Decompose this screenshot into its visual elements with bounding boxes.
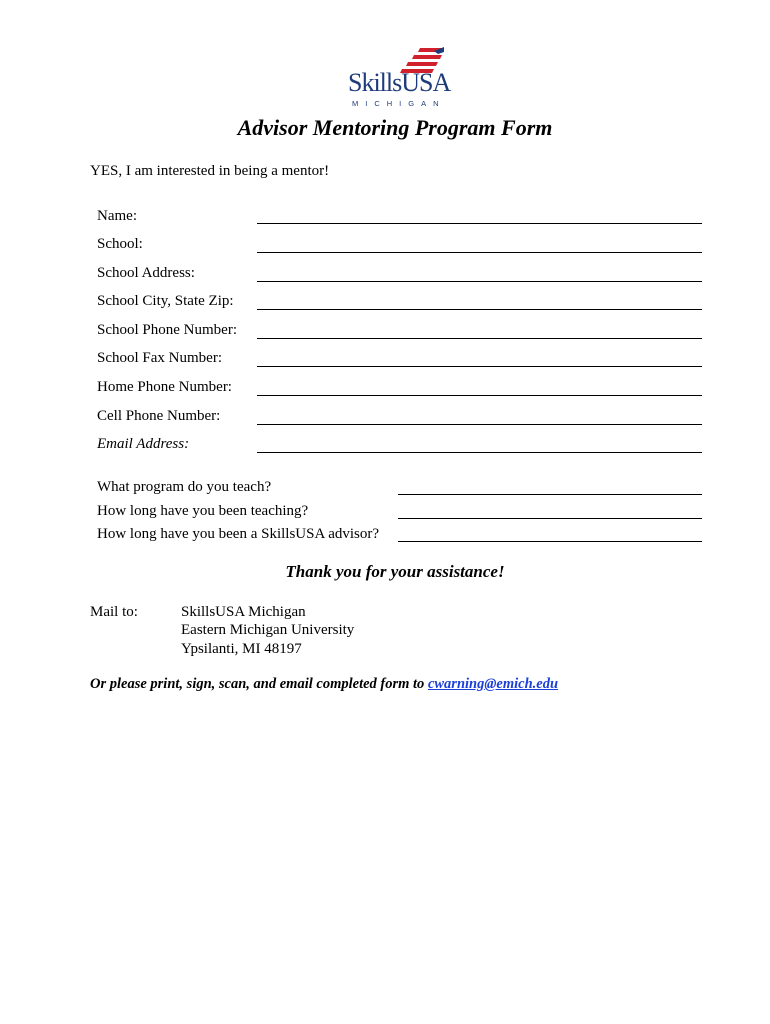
field-label-school: School:: [97, 236, 143, 252]
field-line-school-address[interactable]: [257, 281, 702, 282]
answer-line-program[interactable]: [398, 494, 702, 495]
field-label-email: Email Address:: [97, 436, 190, 452]
question-years-advisor: How long have you been a SkillsUSA advisor?: [97, 526, 380, 542]
logo-brand-text: SkillsUSA: [348, 68, 451, 97]
answer-line-years-advisor[interactable]: [398, 541, 702, 542]
field-line-school[interactable]: [257, 252, 702, 253]
closing-instruction: Or please print, sign, scan, and email completed form to: [90, 676, 428, 692]
email-link[interactable]: cwarning@emich.edu: [427, 676, 559, 692]
mail-label: Mail to:: [90, 604, 138, 620]
thank-you-text: Thank you for your assistance!: [285, 562, 505, 581]
field-line-cell-phone[interactable]: [257, 424, 702, 425]
field-label-school-phone: School Phone Number:: [97, 322, 237, 338]
field-label-cell-phone: Cell Phone Number:: [97, 408, 221, 424]
field-line-city-state-zip[interactable]: [257, 309, 702, 310]
question-years-teaching: How long have you been teaching?: [97, 503, 309, 519]
field-label-school-fax: School Fax Number:: [97, 350, 222, 366]
question-program: What program do you teach?: [97, 479, 272, 495]
field-label-home-phone: Home Phone Number:: [97, 379, 232, 395]
field-label-school-address: School Address:: [97, 265, 195, 281]
field-line-name[interactable]: [257, 223, 702, 224]
intro-text: YES, I am interested in being a mentor!: [90, 163, 330, 179]
mail-line-2: Eastern Michigan University: [181, 622, 355, 638]
field-line-email[interactable]: [257, 452, 702, 453]
answer-line-years-teaching[interactable]: [398, 518, 702, 519]
closing-text: [90, 676, 558, 693]
mail-line-3: Ypsilanti, MI 48197: [181, 641, 302, 657]
field-line-home-phone[interactable]: [257, 395, 702, 396]
page-title: Advisor Mentoring Program Form: [237, 115, 553, 140]
field-label-name: Name:: [97, 208, 137, 224]
field-label-city-state-zip: School City, State Zip:: [97, 293, 234, 309]
logo-sub-text: MICHIGAN: [352, 99, 446, 108]
field-line-school-fax[interactable]: [257, 366, 702, 367]
field-line-school-phone[interactable]: [257, 338, 702, 339]
mail-line-1: SkillsUSA Michigan: [181, 604, 306, 620]
